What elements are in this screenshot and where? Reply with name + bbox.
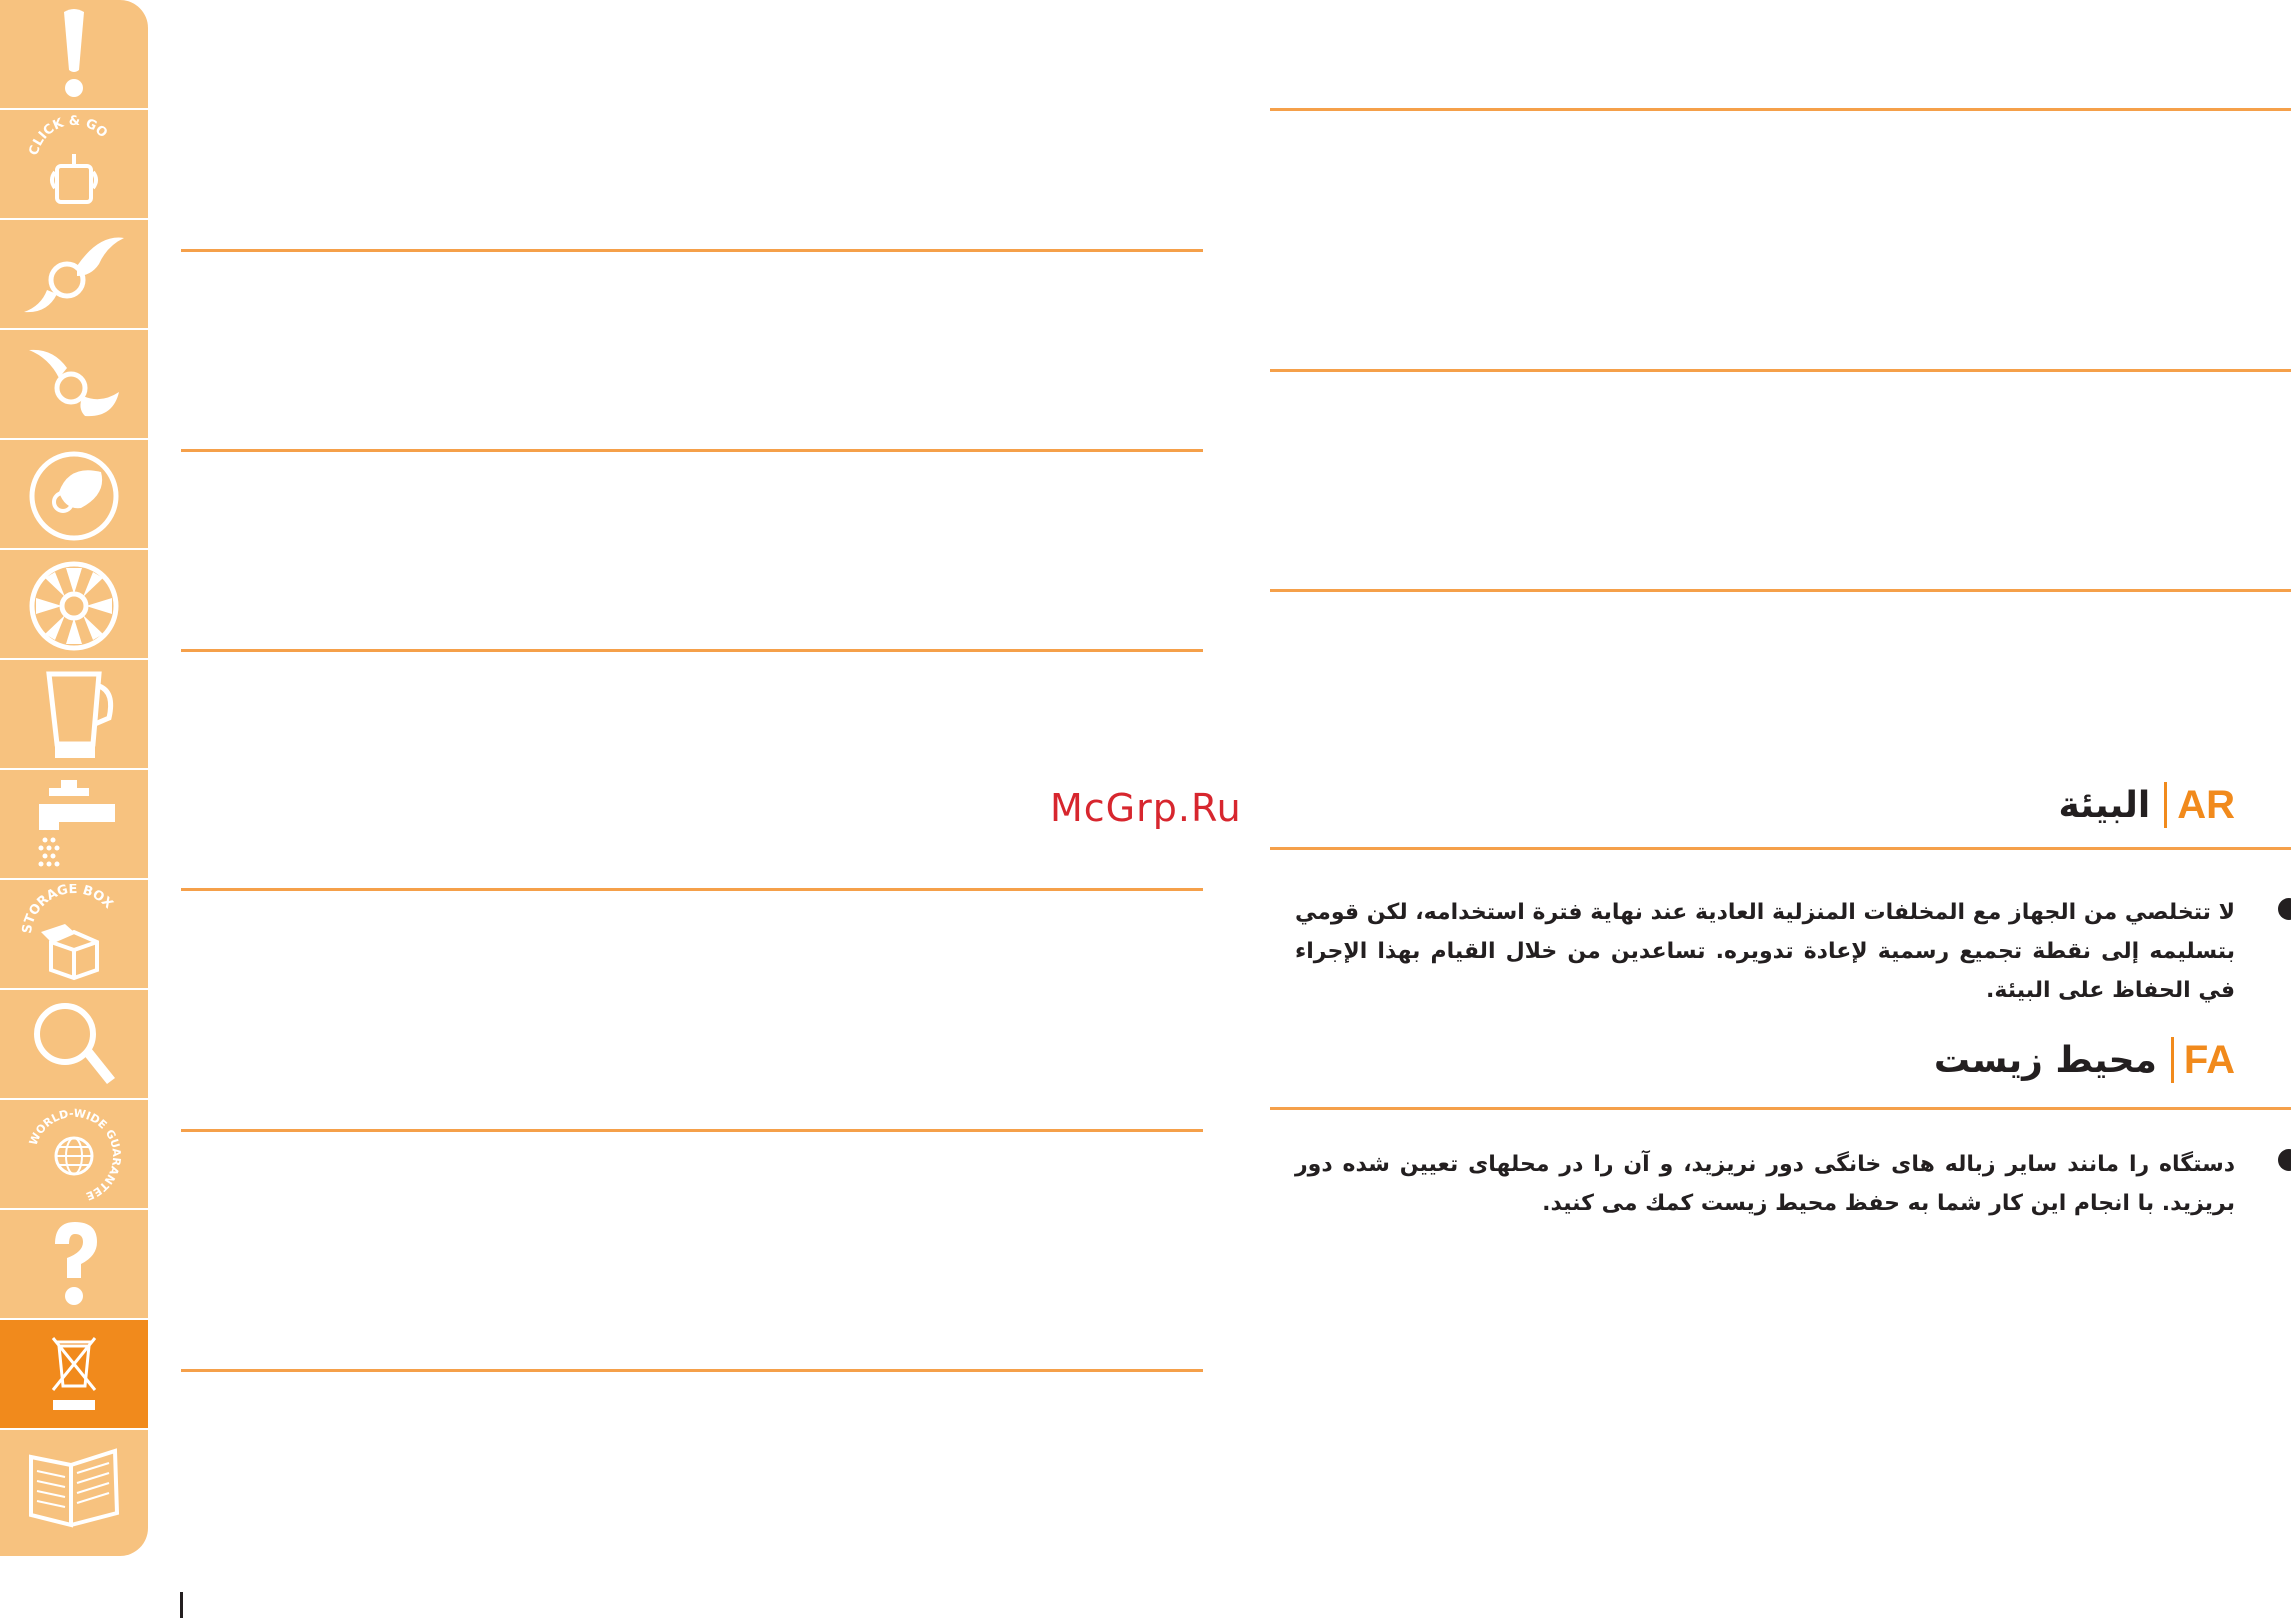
crossed-bin-icon xyxy=(19,1324,129,1424)
sidebar xyxy=(0,0,148,1556)
divider-ar xyxy=(1270,847,2291,850)
magnifier-icon xyxy=(19,994,129,1094)
divider-left-6 xyxy=(181,1369,1203,1372)
divider-left-3 xyxy=(181,649,1203,652)
grating-disc-icon xyxy=(19,444,129,544)
divider-left-2 xyxy=(181,449,1203,452)
tab-blade-1[interactable] xyxy=(0,220,148,330)
click-go-label: CLICK & GO xyxy=(26,114,111,158)
exclamation-icon xyxy=(19,4,129,104)
slicing-blade-icon xyxy=(19,224,129,324)
section-header-fa xyxy=(1934,1030,2235,1090)
watermark: McGrp.Ru xyxy=(1050,786,1242,830)
tab-cleaning[interactable] xyxy=(0,770,148,880)
divider-right-3 xyxy=(1270,589,2291,592)
chopping-blade-icon xyxy=(19,334,129,434)
divider-right-2 xyxy=(1270,369,2291,372)
question-mark-icon xyxy=(19,1214,129,1314)
divider-left-1 xyxy=(181,249,1203,252)
storage-box-icon xyxy=(19,884,129,984)
section-bar xyxy=(2164,782,2167,828)
tab-warning[interactable] xyxy=(0,0,148,110)
divider-left-4 xyxy=(181,888,1203,891)
page-marker xyxy=(180,1592,183,1618)
paragraph-fa: دستگاه را مانند سایر زباله های خانگی دور نریزید، و آن را در محلهای تعیین شده دور بریزید. با انجام این کار شما به حفظ محیط زیست کمك می کنید. xyxy=(1295,1152,2235,1216)
divider-left-5 xyxy=(181,1129,1203,1132)
tab-click-go[interactable] xyxy=(0,110,148,220)
section-code-ar: AR xyxy=(2177,782,2235,827)
tap-water-icon xyxy=(19,774,129,874)
bullet-ar xyxy=(2278,898,2291,920)
guarantee-label: WORLD-WIDE GUARANTEE xyxy=(26,1106,124,1203)
section-title-fa: محیط زیست xyxy=(1933,1039,2157,1081)
paragraph-ar: لا تتخلصي من الجهاز مع المخلفات المنزلية العادية عند نهاية فترة استخدامه، لكن قومي بتسليمه إلى نقطة تجميع رسمية لإعادة تدويره. تساعدين من خلال القيام بهذا الإجراء في الحفاظ على البيئة. xyxy=(1295,900,2235,1003)
open-book-icon xyxy=(19,1435,129,1535)
svg-text:CLICK & GO xyxy=(27,114,110,157)
emulsifying-disc-icon xyxy=(19,554,129,654)
section-header-ar xyxy=(2058,775,2235,835)
section-title-ar: البيئة xyxy=(2058,784,2151,826)
click-and-go-icon xyxy=(19,114,129,214)
tab-storage[interactable] xyxy=(0,880,148,990)
tab-blender[interactable] xyxy=(0,660,148,770)
section-code-fa: FA xyxy=(2183,1037,2235,1082)
blender-jug-icon xyxy=(19,664,129,764)
tab-faq[interactable] xyxy=(0,1210,148,1320)
section-bar xyxy=(2171,1037,2174,1083)
tab-guarantee[interactable] xyxy=(0,1100,148,1210)
tab-environment[interactable] xyxy=(0,1320,148,1430)
tab-emulsifier[interactable] xyxy=(0,550,148,660)
divider-right-1 xyxy=(1270,108,2291,111)
bullet-fa xyxy=(2278,1149,2291,1171)
divider-fa xyxy=(1270,1107,2291,1110)
world-wide-guarantee-icon xyxy=(19,1104,129,1204)
svg-text:WORLD-WIDE GUARANTEE xyxy=(27,1107,124,1203)
tab-troubleshoot[interactable] xyxy=(0,990,148,1100)
tab-grater[interactable] xyxy=(0,440,148,550)
tab-blade-2[interactable] xyxy=(0,330,148,440)
tab-manual[interactable] xyxy=(0,1430,148,1540)
storage-label: STORAGE BOX xyxy=(19,884,116,935)
